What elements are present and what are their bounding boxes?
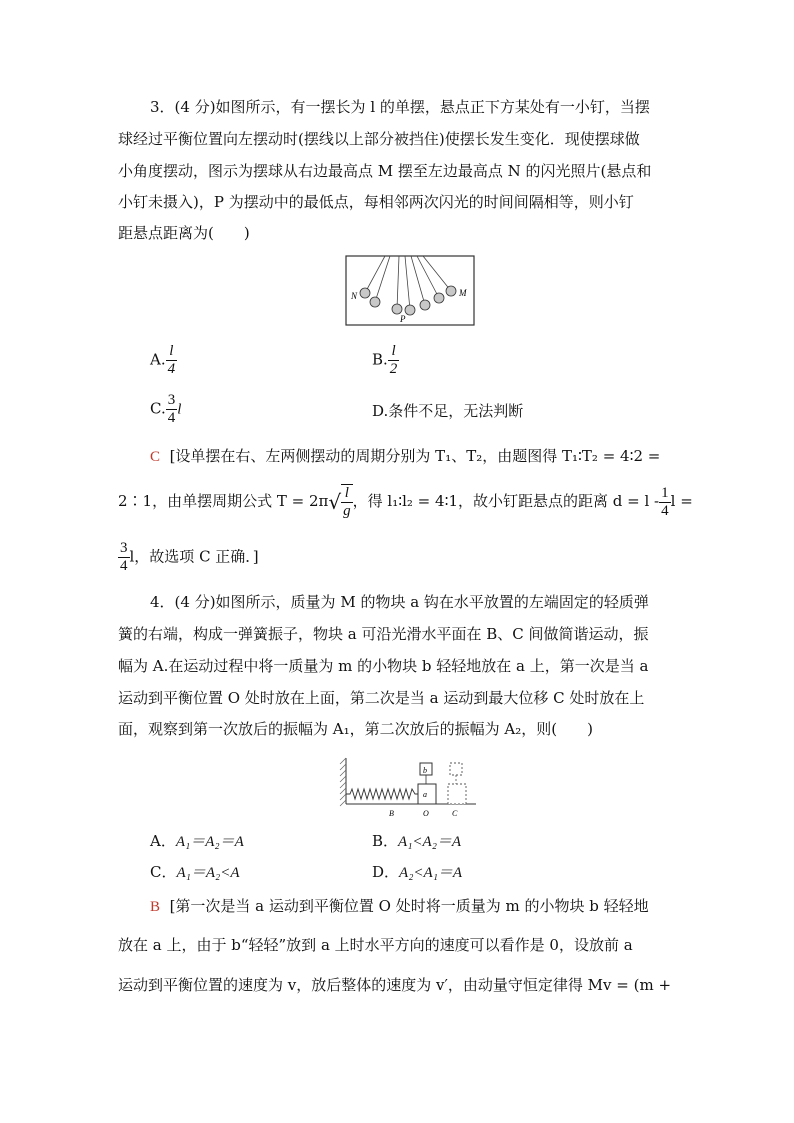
pendulum-ball	[392, 304, 402, 314]
pendulum-ball	[434, 293, 444, 303]
option-letter: D.	[372, 402, 389, 420]
answer-letter: C	[150, 449, 161, 465]
q4-option-d[interactable]	[372, 861, 462, 882]
option-text: A₂<A₁＝A	[399, 865, 463, 881]
fraction-num: 1	[661, 484, 669, 501]
fraction	[166, 343, 178, 378]
answer-text: 2∶1，由单摆周期公式 T = 2π	[118, 492, 329, 510]
block-b-dashed	[450, 763, 462, 775]
block-a	[418, 784, 436, 804]
fraction-num: 3	[120, 540, 128, 556]
q4-line-4: 运动到平衡位置 O 处时放在上面，第二次是当 a 运动到最大位移 C 处时放在上	[118, 689, 645, 707]
q4-option-b[interactable]	[372, 830, 461, 851]
fraction-den: 4	[120, 558, 128, 574]
label-p: P	[400, 314, 406, 324]
label-B: B	[389, 809, 394, 818]
label-a: a	[423, 790, 427, 799]
q4-line-3: 幅为 A.在运动过程中将一质量为 m 的小物块 b 轻轻地放在 a 上，第一次是当 a	[118, 657, 649, 675]
pendulum-ball	[370, 297, 380, 307]
q3-line-1: 3．(4 分)如图所示，有一摆长为 l 的单摆，悬点正下方某处有一小钉，当摆	[150, 98, 650, 116]
q4-line-2: 簧的右端，构成一弹簧振子，物块 a 可沿光滑水平面在 B、C 间做简谐运动，振	[118, 625, 649, 643]
q4-answer-line-1	[150, 895, 649, 916]
q3-line-3: 小角度摆动，图示为摆球从右边最高点 M 摆至左边最高点 N 的闪光照片(悬点和	[118, 162, 652, 180]
fraction	[166, 392, 178, 427]
fraction-den: 2	[389, 361, 398, 377]
option-letter: A．	[150, 832, 176, 850]
q4-answer-line-3: 运动到平衡位置的速度为 v，放后整体的速度为 v′，由动量守恒定律得 Mv = (m +	[118, 976, 672, 994]
option-letter: C.	[150, 399, 166, 418]
option-text: A₁<A₂＝A	[398, 834, 462, 850]
pendulum-ball	[446, 286, 456, 296]
sqrt-fraction	[341, 484, 353, 520]
answer-text: ，得 l₁∶l₂ = 4∶1，故小钉距悬点的距离 d = l -	[352, 492, 660, 510]
q3-line-4: 小钉未摄入)，P 为摆动中的最低点，每相邻两次闪光的时间间隔相等，则小钉	[118, 193, 634, 211]
option-tail: l	[177, 401, 182, 418]
q3-line-2: 球经过平衡位置向左摆动时(摆线以上部分被挡住)使摆长发生变化．现使摆球做	[118, 130, 640, 148]
fraction-num: 3	[167, 392, 176, 408]
option-letter: B.	[372, 350, 388, 369]
fraction-num: l	[166, 343, 178, 361]
label-C: C	[452, 809, 458, 818]
answer-text: [设单摆在右、左两侧摆动的周期分别为 T₁、T₂，由题图得 T₁∶T₂ = 4∶2 =	[169, 447, 661, 465]
q4-line-5: 面，观察到第一次放后的振幅为 A₁，第二次放后的振幅为 A₂，则( )	[118, 720, 593, 738]
answer-text: l =	[670, 492, 693, 510]
fraction	[118, 540, 130, 575]
fraction-num: l	[388, 343, 400, 361]
q3-answer-line-2	[118, 484, 693, 520]
fraction-den: 4	[661, 502, 669, 519]
answer-letter: B	[150, 899, 161, 915]
pendulum-ball	[405, 305, 415, 315]
label-O: O	[423, 809, 429, 818]
fraction	[388, 343, 400, 378]
option-letter: A.	[150, 350, 166, 369]
q3-option-d[interactable]	[372, 400, 523, 421]
fraction-den: 4	[167, 410, 176, 426]
q3-answer-line-1	[150, 445, 660, 466]
pendulum-ball	[420, 300, 430, 310]
label-m: M	[459, 288, 467, 298]
option-text: 条件不足，无法判断	[388, 402, 524, 420]
q3-option-a[interactable]	[150, 343, 177, 378]
label-b: b	[423, 766, 427, 775]
q3-line-5: 距悬点距离为( )	[118, 224, 250, 242]
answer-text: [第一次是当 a 运动到平衡位置 O 处时将一质量为 m 的小物块 b 轻轻地	[169, 897, 649, 915]
block-a-dashed	[448, 784, 466, 804]
label-n: N	[351, 291, 358, 301]
q4-option-a[interactable]	[150, 830, 244, 851]
q4-line-1: 4．(4 分)如图所示，质量为 M 的物块 a 钩在水平放置的左端固定的轻质弹	[150, 593, 649, 611]
sqrt-sign: √	[328, 490, 342, 514]
option-text: A₁＝A₂＝A	[175, 834, 244, 850]
option-text: A₁＝A₂<A	[176, 865, 240, 881]
spring	[346, 789, 418, 799]
fraction	[659, 485, 671, 520]
q4-answer-line-2: 放在 a 上，由于 b“轻轻”放到 a 上时水平方向的速度可以看作是 0，设放前 a	[118, 936, 633, 954]
answer-text: l，故选项 C 正确．]	[129, 547, 259, 566]
option-letter: C．	[150, 863, 177, 881]
q3-answer-line-3	[118, 540, 259, 575]
q3-option-c[interactable]	[150, 392, 181, 427]
option-letter: D．	[372, 863, 400, 881]
fraction-den: 4	[167, 361, 176, 377]
fraction-den: g	[343, 503, 351, 519]
pendulum-ball	[360, 288, 370, 298]
q3-option-b[interactable]	[372, 343, 399, 378]
option-letter: B．	[372, 832, 399, 850]
pendulum-figure	[345, 255, 475, 327]
fraction-num: l	[341, 485, 353, 503]
spring-oscillator-figure	[338, 756, 478, 820]
q4-option-c[interactable]	[150, 861, 240, 882]
